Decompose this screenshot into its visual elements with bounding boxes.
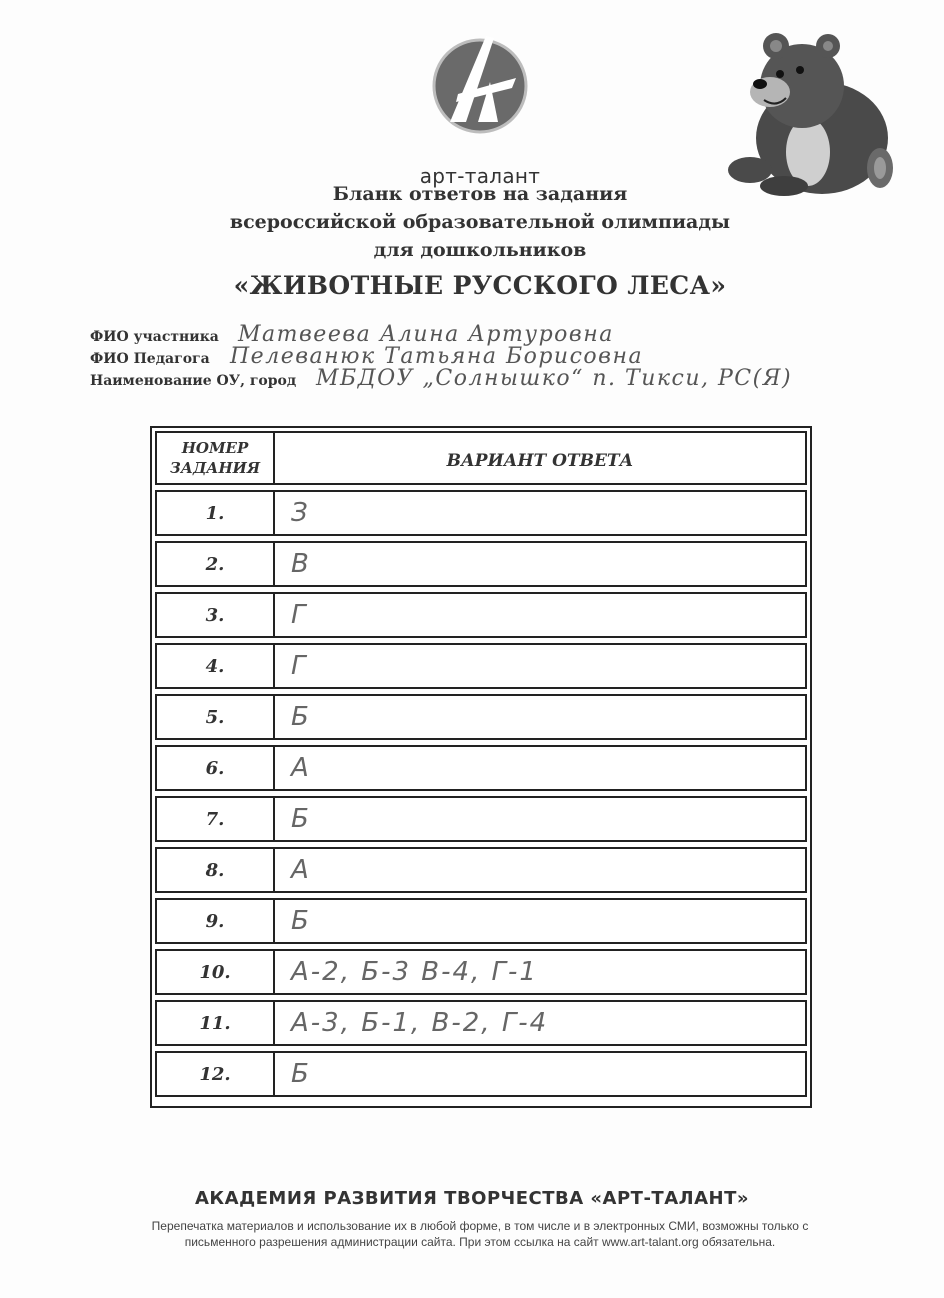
task-number: 4.	[157, 645, 275, 687]
task-number: 5.	[157, 696, 275, 738]
footer-title: АКАДЕМИЯ РАЗВИТИЯ ТВОРЧЕСТВА «АРТ-ТАЛАНТ»	[195, 1188, 749, 1209]
title-line-1: Бланк ответов на задания	[332, 183, 628, 205]
task-number: 10.	[157, 951, 275, 993]
answer-cell: З	[291, 498, 310, 528]
task-number: 8.	[157, 849, 275, 891]
teacher-name-value: Пелеванюк Татьяна Борисовна	[230, 344, 644, 369]
answer-cell: Г	[291, 651, 308, 681]
answer-header: ВАРИАНТ ОТВЕТА	[446, 451, 634, 471]
answer-cell: В	[291, 549, 311, 579]
answer-table	[150, 426, 812, 1108]
bear-mascot-icon	[724, 28, 900, 200]
task-number: 12.	[157, 1053, 275, 1095]
footer-copyright-note	[110, 1218, 850, 1250]
table-header-row	[155, 431, 807, 485]
task-number: 3.	[157, 594, 275, 636]
table-row	[155, 490, 807, 536]
table-row	[155, 592, 807, 638]
answer-cell: Б	[291, 906, 311, 936]
participant-name-label: ФИО участника	[90, 329, 219, 345]
answer-cell: А	[291, 855, 311, 885]
table-row	[155, 541, 807, 587]
form-title	[120, 180, 840, 306]
task-number-header-line1: НОМЕР	[181, 439, 249, 457]
answer-cell: Б	[291, 1059, 311, 1089]
table-row	[155, 745, 807, 791]
task-number-header-line2: ЗАДАНИЯ	[169, 459, 261, 477]
art-talant-logo-icon	[428, 26, 532, 146]
school-city-label: Наименование ОУ, город	[90, 373, 297, 389]
task-number: 6.	[157, 747, 275, 789]
bear-mascot	[724, 28, 900, 205]
task-number: 1.	[157, 492, 275, 534]
task-number-header	[157, 433, 275, 483]
olympiad-name: «ЖИВОТНЫЕ РУССКОГО ЛЕСА»	[233, 271, 727, 300]
footer-note-line-2: письменного разрешения администрации сайта. При этом ссылка на сайт www.art-talant.org обязательна.	[184, 1235, 776, 1249]
school-city-field	[90, 366, 870, 392]
answer-cell: Г	[291, 600, 308, 630]
table-row	[155, 847, 807, 893]
answer-cell: А	[291, 753, 311, 783]
answer-cell: Б	[291, 702, 311, 732]
table-row	[155, 898, 807, 944]
answer-cell: А-3, Б-1, В-2, Г-4	[291, 1008, 549, 1038]
participant-name-value: Матвеева Алина Артуровна	[238, 322, 614, 347]
table-row	[155, 1051, 807, 1097]
answer-cell: Б	[291, 804, 311, 834]
task-number: 9.	[157, 900, 275, 942]
table-row	[155, 643, 807, 689]
school-city-value: МБДОУ „Солнышко“ п. Тикси, РС(Я)	[316, 366, 793, 391]
logo-text: арт-талант	[419, 164, 541, 188]
table-row	[155, 694, 807, 740]
table-row	[155, 949, 807, 995]
title-line-2: всероссийской образовательной олимпиады	[229, 211, 731, 233]
footer-note-line-1: Перепечатка материалов и использование их в любой форме, в том числе и в электронных СМИ, возможны только с	[151, 1219, 809, 1233]
table-row	[155, 796, 807, 842]
task-number: 2.	[157, 543, 275, 585]
task-number: 11.	[157, 1002, 275, 1044]
answer-cell: А-2, Б-3 В-4, Г-1	[291, 957, 538, 987]
participant-fields	[90, 322, 870, 392]
table-row	[155, 1000, 807, 1046]
task-number: 7.	[157, 798, 275, 840]
art-talant-logo	[400, 26, 560, 188]
title-line-3: для дошкольников	[373, 239, 587, 261]
teacher-name-label: ФИО Педагога	[90, 351, 210, 367]
